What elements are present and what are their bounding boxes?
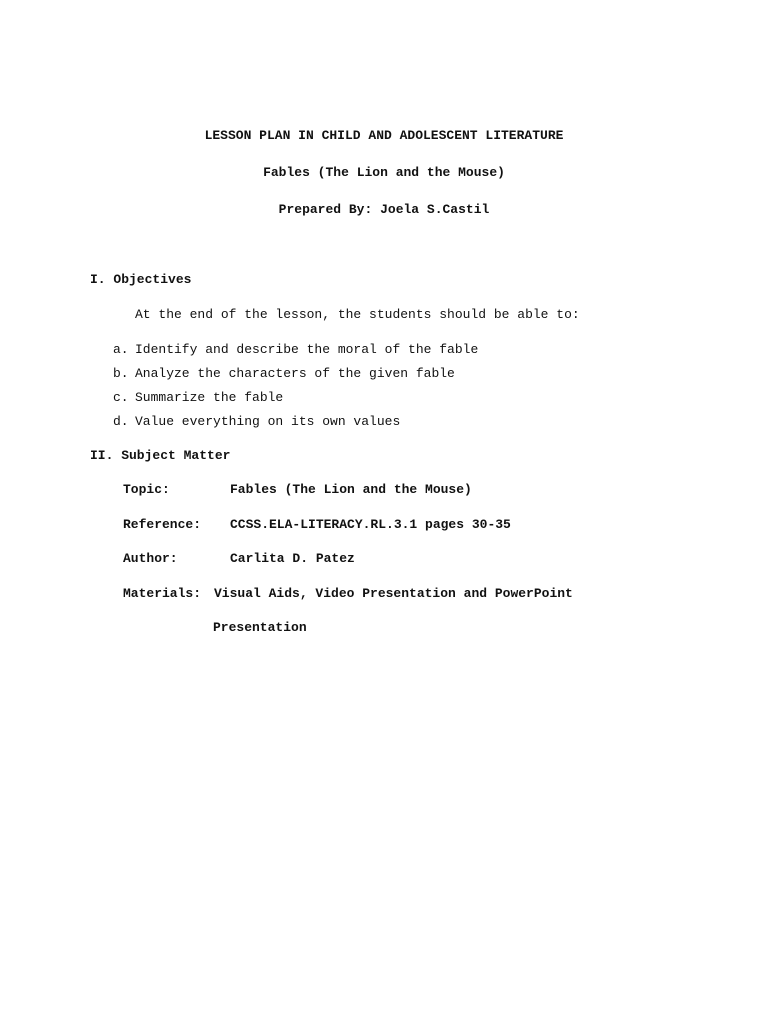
objective-marker: d.: [113, 414, 129, 429]
objectives-heading: I. Objectives: [90, 272, 192, 287]
objective-text: Summarize the fable: [135, 390, 284, 405]
prepared-by: Prepared By: Joela S.Castil: [278, 202, 490, 217]
materials-value-continued: Presentation: [213, 620, 307, 635]
topic-label: Topic:: [123, 482, 170, 497]
objective-marker: b.: [113, 366, 129, 381]
reference-label: Reference:: [123, 517, 202, 532]
author-value: Carlita D. Patez: [230, 551, 355, 566]
materials-label: Materials:: [123, 586, 202, 601]
objective-marker: c.: [113, 390, 129, 405]
document-subtitle: Fables (The Lion and the Mouse): [263, 165, 505, 180]
reference-value: CCSS.ELA-LITERACY.RL.3.1 pages 30-35: [230, 517, 511, 532]
objective-text: Analyze the characters of the given fable: [135, 366, 455, 381]
materials-value: Visual Aids, Video Presentation and PowerPoint: [214, 586, 573, 601]
author-label: Author:: [123, 551, 178, 566]
subject-matter-heading: II. Subject Matter: [90, 448, 231, 463]
objective-text: Value everything on its own values: [135, 414, 401, 429]
objectives-intro: At the end of the lesson, the students should be able to:: [135, 307, 580, 322]
topic-value: Fables (The Lion and the Mouse): [230, 482, 472, 497]
objective-text: Identify and describe the moral of the fable: [135, 342, 479, 357]
objective-marker: a.: [113, 342, 129, 357]
document-title: LESSON PLAN IN CHILD AND ADOLESCENT LITERATURE: [204, 128, 564, 143]
